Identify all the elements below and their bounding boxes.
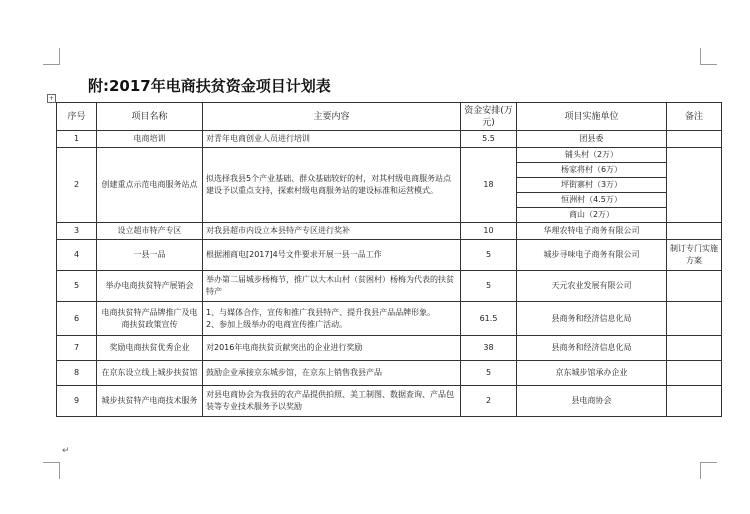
row-unit: 城步寻味电子商务有限公司	[517, 240, 667, 271]
row-no: 1	[57, 131, 97, 148]
row-name: 设立超市特产专区	[97, 223, 203, 240]
row-funds: 5	[461, 271, 517, 302]
row-unit-sub: 恒洲村（4.5万）	[517, 193, 667, 208]
table-row	[57, 240, 722, 271]
row-content: 根据湘商电[2017]4号文件要求开展一县一品工作	[203, 240, 461, 271]
row-unit: 天元农业发展有限公司	[517, 271, 667, 302]
table-row	[57, 361, 722, 386]
header-funds: 资金安排(万元)	[461, 103, 517, 131]
row-note	[667, 302, 722, 336]
row-content: 鼓励企业承接京东城步馆，在京东上销售我县产品	[203, 361, 461, 386]
row-no: 3	[57, 223, 97, 240]
corner-mark-top-left	[43, 48, 60, 65]
row-unit: 京东城步馆承办企业	[517, 361, 667, 386]
row-unit-sub: 杨家将村（6万）	[517, 163, 667, 178]
row-no: 9	[57, 386, 97, 417]
row-unit-sub: 铺头村（2万）	[517, 148, 667, 163]
row-no: 8	[57, 361, 97, 386]
row-content: 对2016年电商扶贫贡献突出的企业进行奖励	[203, 336, 461, 361]
row-name: 举办电商扶贫特产展销会	[97, 271, 203, 302]
row-no: 6	[57, 302, 97, 336]
row-name: 电商扶贫特产品牌推广及电商扶贫政策宣传	[97, 302, 203, 336]
row-no: 2	[57, 148, 97, 223]
row-note	[667, 386, 722, 417]
table-header-row	[57, 103, 722, 131]
row-content: 对我县超市内设立本县特产专区进行奖补	[203, 223, 461, 240]
table-row	[57, 223, 722, 240]
row-content: 拟选择我县5个产业基础、群众基础较好的村，对其村级电商服务站点建设予以重点支持，探索村级电商服务站的建设标准和运营模式。	[203, 148, 461, 223]
header-unit: 项目实施单位	[517, 103, 667, 131]
row-content: 对青年电商创业人员进行培训	[203, 131, 461, 148]
row-name: 创建重点示范电商服务站点	[97, 148, 203, 223]
row-note	[667, 148, 722, 223]
table-row	[57, 148, 722, 163]
row-funds: 5.5	[461, 131, 517, 148]
paragraph-mark-icon: ↵	[62, 446, 70, 456]
table-row	[57, 131, 722, 148]
row-funds: 10	[461, 223, 517, 240]
row-name: 电商培训	[97, 131, 203, 148]
row-note	[667, 271, 722, 302]
row-note: 制订专门实施方案	[667, 240, 722, 271]
row-content: 举办第二届城步杨梅节，推广以大木山村（贫困村）杨梅为代表的扶贫特产	[203, 271, 461, 302]
content-line: 2、参加上级举办的电商宣传推广活动。	[206, 319, 348, 329]
row-note	[667, 336, 722, 361]
row-note	[667, 131, 722, 148]
content-line: 1、与媒体合作，宣传和推广我县特产、提升我县产品品牌形象。	[206, 307, 436, 317]
row-note	[667, 223, 722, 240]
row-unit: 华理农特电子商务有限公司	[517, 223, 667, 240]
table-row	[57, 271, 722, 302]
row-no: 4	[57, 240, 97, 271]
row-name: 奖励电商扶贫优秀企业	[97, 336, 203, 361]
document-title: 附:2017年电商扶贫资金项目计划表	[88, 77, 331, 95]
row-name: 在京东设立线上城步扶贫馆	[97, 361, 203, 386]
row-funds: 5	[461, 240, 517, 271]
table-row	[57, 336, 722, 361]
row-funds: 38	[461, 336, 517, 361]
row-unit: 县电商协会	[517, 386, 667, 417]
row-unit: 县商务和经济信息化局	[517, 302, 667, 336]
row-no: 5	[57, 271, 97, 302]
table-row	[57, 386, 722, 417]
row-unit-sub: 坪街寨村（3万）	[517, 178, 667, 193]
row-unit: 县商务和经济信息化局	[517, 336, 667, 361]
row-unit: 团县委	[517, 131, 667, 148]
funding-plan-table	[56, 102, 722, 417]
row-content	[203, 302, 461, 336]
header-note: 备注	[667, 103, 722, 131]
table-move-handle-icon[interactable]: +	[48, 95, 55, 102]
corner-mark-bottom-left	[43, 462, 60, 479]
header-content: 主要内容	[203, 103, 461, 131]
table-row	[57, 302, 722, 336]
row-name: 一县一品	[97, 240, 203, 271]
row-unit-sub: 商山（2万）	[517, 208, 667, 223]
row-content: 对县电商协会为我县的农产品提供拍照、美工制图、数据查询、产品包装等专业技术服务予以奖励	[203, 386, 461, 417]
row-funds: 18	[461, 148, 517, 223]
header-name: 项目名称	[97, 103, 203, 131]
row-funds: 61.5	[461, 302, 517, 336]
row-name: 城步扶贫特产电商技术服务	[97, 386, 203, 417]
row-funds: 2	[461, 386, 517, 417]
row-no: 7	[57, 336, 97, 361]
row-note	[667, 361, 722, 386]
corner-mark-top-right	[700, 48, 717, 65]
row-funds: 5	[461, 361, 517, 386]
corner-mark-bottom-right	[700, 462, 717, 479]
header-no: 序号	[57, 103, 97, 131]
